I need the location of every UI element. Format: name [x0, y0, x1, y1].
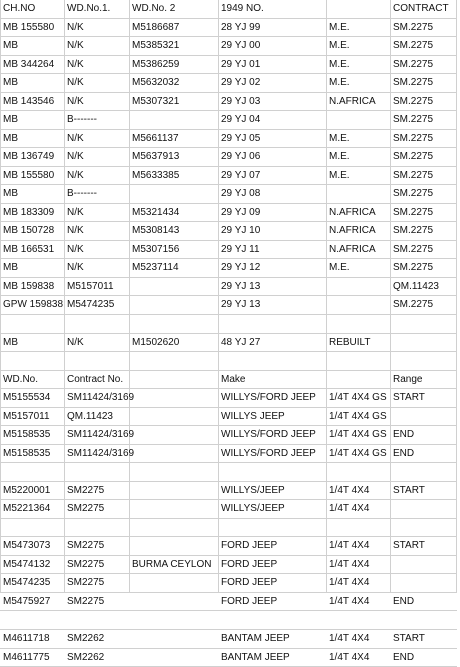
table-cell[interactable]: SM.2275: [393, 95, 434, 107]
table-cell[interactable]: MB: [3, 40, 18, 52]
table-cell[interactable]: 29 YJ 05: [221, 132, 261, 144]
table-row: [0, 371, 457, 390]
table-cell[interactable]: 48 YJ 27: [221, 336, 261, 348]
table-cell[interactable]: SM11424/3169: [67, 392, 135, 404]
table-cell[interactable]: [390, 334, 460, 352]
table-cell[interactable]: [129, 296, 221, 314]
table-cell[interactable]: [390, 611, 460, 629]
table-cell[interactable]: [129, 482, 221, 500]
table-cell[interactable]: MB: [3, 77, 18, 89]
table-cell[interactable]: [0, 611, 67, 629]
table-cell[interactable]: SM.2275: [393, 21, 434, 33]
table-cell[interactable]: START: [393, 540, 425, 552]
table-cell[interactable]: FORD JEEP: [221, 595, 278, 607]
table-cell[interactable]: SM2275: [67, 484, 105, 496]
table-cell[interactable]: [390, 352, 460, 370]
table-cell[interactable]: [0, 352, 67, 370]
table-cell[interactable]: MB: [3, 132, 18, 144]
table-cell[interactable]: 29 YJ 07: [221, 169, 261, 181]
table-cell[interactable]: SM.2275: [393, 40, 434, 52]
table-cell[interactable]: N.AFRICA: [329, 225, 376, 237]
table-cell[interactable]: [218, 315, 329, 333]
table-row: [0, 500, 457, 519]
table-cell[interactable]: SM2275: [67, 577, 105, 589]
table-cell[interactable]: [326, 371, 393, 389]
table-cell[interactable]: MB 183309: [3, 206, 55, 218]
table-cell[interactable]: [129, 445, 221, 463]
table-cell[interactable]: [390, 556, 460, 574]
table-row: [0, 241, 457, 260]
table-cell[interactable]: [129, 185, 221, 203]
table-cell[interactable]: SM11424/3169: [67, 447, 135, 459]
table-cell[interactable]: BANTAM JEEP: [221, 651, 290, 663]
table-row: [0, 574, 457, 593]
table-cell[interactable]: END: [393, 651, 415, 663]
table-cell[interactable]: WILLYS/FORD JEEP: [221, 447, 316, 459]
table-cell[interactable]: M5157011: [67, 280, 114, 292]
table-cell[interactable]: GPW 159838: [3, 299, 64, 311]
table-cell[interactable]: [326, 111, 393, 129]
table-row: [0, 93, 457, 112]
table-cell[interactable]: [64, 352, 132, 370]
table-cell[interactable]: 29 YJ 09: [221, 206, 261, 218]
table-cell[interactable]: [64, 519, 132, 537]
table-cell[interactable]: M5632032: [132, 77, 180, 89]
table-cell[interactable]: 1949 NO.: [221, 3, 264, 14]
table-cell[interactable]: M.E.: [329, 21, 350, 33]
table-cell[interactable]: M5321434: [132, 206, 180, 218]
table-cell[interactable]: WILLYS/FORD JEEP: [221, 429, 316, 441]
table-cell[interactable]: M.E.: [329, 132, 350, 144]
table-cell[interactable]: B-------: [67, 114, 97, 126]
table-cell[interactable]: MB 159838: [3, 280, 55, 292]
table-cell[interactable]: QM.11423: [393, 280, 439, 292]
table-cell[interactable]: N.AFRICA: [329, 206, 376, 218]
table-cell[interactable]: [390, 315, 460, 333]
table-cell[interactable]: [129, 371, 221, 389]
table-cell[interactable]: M5237114: [132, 262, 179, 274]
table-row: [0, 278, 457, 297]
table-row: [0, 537, 457, 556]
table-cell[interactable]: 1/4T 4X4 GS: [329, 410, 387, 422]
table-cell[interactable]: M5186687: [132, 21, 180, 33]
table-row: [0, 426, 457, 445]
table-cell[interactable]: 1/4T 4X4: [329, 577, 370, 589]
table-row: [0, 649, 457, 667]
table-row: [0, 37, 457, 56]
table-cell[interactable]: SM.2275: [393, 243, 434, 255]
table-cell[interactable]: SM.2275: [393, 77, 434, 89]
table-cell[interactable]: 29 YJ 00: [221, 40, 261, 52]
table-cell[interactable]: [390, 574, 460, 592]
table-cell[interactable]: [129, 278, 221, 296]
table-cell[interactable]: N/K: [67, 40, 84, 52]
table-cell[interactable]: [64, 611, 132, 629]
table-cell[interactable]: [129, 611, 221, 629]
table-cell[interactable]: N/K: [67, 77, 84, 89]
table-cell[interactable]: WILLYS/JEEP: [221, 503, 285, 515]
table-cell[interactable]: MB 155580: [3, 169, 55, 181]
table-cell[interactable]: [129, 649, 221, 667]
table-cell[interactable]: M4611718: [3, 633, 50, 645]
table-cell[interactable]: N/K: [67, 336, 84, 348]
table-cell[interactable]: N/K: [67, 225, 84, 237]
table-row: [0, 222, 457, 241]
table-cell[interactable]: N.AFRICA: [329, 95, 376, 107]
table-cell[interactable]: [390, 463, 460, 481]
table-cell[interactable]: [129, 352, 221, 370]
table-cell[interactable]: M5220001: [3, 484, 51, 496]
table-cell[interactable]: [390, 519, 460, 537]
table-cell[interactable]: 1/4T 4X4: [329, 595, 370, 607]
table-cell[interactable]: M5473073: [3, 540, 51, 552]
table-cell[interactable]: [129, 500, 221, 518]
table-row: [0, 148, 457, 167]
table-cell[interactable]: 29 YJ 03: [221, 95, 261, 107]
table-cell[interactable]: [129, 389, 221, 407]
table-cell[interactable]: SM11424/3169: [67, 429, 135, 441]
table-cell[interactable]: SM.2275: [393, 132, 434, 144]
table-cell[interactable]: CONTRACT: [393, 3, 449, 14]
table-cell[interactable]: 28 YJ 99: [221, 21, 261, 33]
table-cell[interactable]: M5307321: [132, 95, 180, 107]
table-row: [0, 296, 457, 315]
table-cell[interactable]: M5158535: [3, 429, 51, 441]
table-cell[interactable]: MB: [3, 262, 18, 274]
table-cell[interactable]: [129, 519, 221, 537]
table-cell[interactable]: N/K: [67, 206, 84, 218]
table-cell[interactable]: SM.2275: [393, 188, 434, 200]
table-cell[interactable]: N/K: [67, 262, 84, 274]
table-cell[interactable]: BANTAM JEEP: [221, 633, 290, 645]
table-cell[interactable]: [129, 111, 221, 129]
table-cell[interactable]: FORD JEEP: [221, 577, 278, 589]
table-cell[interactable]: SM2275: [67, 595, 105, 607]
table-cell[interactable]: 1/4T 4X4 GS: [329, 429, 387, 441]
table-cell[interactable]: [326, 278, 393, 296]
table-cell[interactable]: WD.No.: [3, 373, 38, 385]
table-cell[interactable]: 1/4T 4X4 GS: [329, 447, 387, 459]
table-cell[interactable]: 1/4T 4X4: [329, 558, 370, 570]
table-cell[interactable]: 29 YJ 02: [221, 77, 261, 89]
table-row: [0, 352, 457, 371]
table-cell[interactable]: [129, 463, 221, 481]
table-cell[interactable]: WILLYS/JEEP: [221, 484, 285, 496]
table-cell[interactable]: N/K: [67, 169, 84, 181]
table-cell[interactable]: WILLYS JEEP: [221, 410, 285, 422]
table-cell[interactable]: M5158535: [3, 447, 51, 459]
table-cell[interactable]: END: [393, 595, 415, 607]
table-cell[interactable]: B-------: [67, 188, 97, 200]
table-cell[interactable]: [326, 519, 393, 537]
table-cell[interactable]: 29 YJ 08: [221, 188, 261, 200]
table-cell[interactable]: MB 143546: [3, 95, 55, 107]
table-cell[interactable]: [326, 611, 393, 629]
table-row: [0, 482, 457, 501]
table-cell[interactable]: 1/4T 4X4: [329, 633, 370, 645]
table-cell[interactable]: [390, 500, 460, 518]
table-row: [0, 167, 457, 186]
table-row: [0, 185, 457, 204]
table-cell[interactable]: [129, 408, 221, 426]
table-cell[interactable]: [64, 463, 132, 481]
table-row: [0, 56, 457, 75]
table-cell[interactable]: MB 150728: [3, 225, 55, 237]
table-cell[interactable]: M5386259: [132, 58, 180, 70]
table-cell[interactable]: SM.2275: [393, 58, 434, 70]
table-row: [0, 593, 457, 612]
table-cell[interactable]: SM.2275: [393, 225, 434, 237]
table-cell[interactable]: [129, 426, 221, 444]
table-cell[interactable]: 29 YJ 13: [221, 299, 261, 311]
table-cell[interactable]: [64, 315, 132, 333]
table-cell[interactable]: [326, 185, 393, 203]
table-cell[interactable]: Make: [221, 373, 246, 385]
table-cell[interactable]: [218, 352, 329, 370]
table-cell[interactable]: 29 YJ 12: [221, 262, 261, 274]
table-cell[interactable]: MB 155580: [3, 21, 55, 33]
table-cell[interactable]: M.E.: [329, 77, 350, 89]
table-cell[interactable]: M.E.: [329, 169, 350, 181]
table-cell[interactable]: BURMA CEYLON: [132, 558, 212, 570]
table-cell[interactable]: M5633385: [132, 169, 180, 181]
table-cell[interactable]: M1502620: [132, 336, 180, 348]
table-cell[interactable]: M.E.: [329, 40, 350, 52]
table-cell[interactable]: M4611775: [3, 651, 50, 663]
table-cell[interactable]: 29 YJ 06: [221, 151, 261, 163]
table-cell[interactable]: START: [393, 633, 425, 645]
table-cell[interactable]: SM2275: [67, 558, 105, 570]
table-cell[interactable]: [129, 537, 221, 555]
table-cell[interactable]: MB 344264: [3, 58, 55, 70]
table-row: [0, 389, 457, 408]
table-cell[interactable]: SM2275: [67, 540, 105, 552]
table-cell[interactable]: 1/4T 4X4: [329, 503, 370, 515]
table-cell[interactable]: M.E.: [329, 262, 350, 274]
table-cell[interactable]: MB: [3, 188, 18, 200]
table-row: [0, 259, 457, 278]
table-cell[interactable]: [326, 315, 393, 333]
table-cell[interactable]: 29 YJ 04: [221, 114, 261, 126]
table-cell[interactable]: M5307156: [132, 243, 180, 255]
table-row: [0, 111, 457, 130]
table-cell[interactable]: START: [393, 484, 425, 496]
table-cell[interactable]: [218, 611, 329, 629]
table-row: [0, 519, 457, 538]
table-cell[interactable]: WD.No. 2: [132, 3, 176, 14]
table-cell[interactable]: QM.11423: [67, 410, 113, 422]
table-cell[interactable]: N/K: [67, 21, 84, 33]
table-cell[interactable]: 1/4T 4X4: [329, 484, 370, 496]
table-cell[interactable]: [390, 408, 460, 426]
table-cell[interactable]: FORD JEEP: [221, 540, 278, 552]
table-cell[interactable]: 1/4T 4X4: [329, 540, 370, 552]
table-cell[interactable]: END: [393, 447, 415, 459]
table-cell[interactable]: END: [393, 429, 415, 441]
table-row: [0, 315, 457, 334]
table-cell[interactable]: M5155534: [3, 392, 51, 404]
table-cell[interactable]: [326, 296, 393, 314]
table-row: [0, 130, 457, 149]
table-cell[interactable]: Range: [393, 373, 423, 385]
table-cell[interactable]: 29 YJ 13: [221, 280, 261, 292]
table-row: [0, 463, 457, 482]
table-cell[interactable]: [326, 463, 393, 481]
table-cell[interactable]: MB: [3, 336, 18, 348]
table-cell[interactable]: N/K: [67, 151, 84, 163]
table-row: [0, 0, 457, 19]
table-cell[interactable]: SM.2275: [393, 151, 434, 163]
table-cell[interactable]: REBUILT: [329, 336, 371, 348]
table-cell[interactable]: START: [393, 392, 425, 404]
table-row: [0, 445, 457, 464]
table-cell[interactable]: N/K: [67, 243, 84, 255]
table-row: [0, 19, 457, 38]
table-cell[interactable]: SM2262: [67, 633, 105, 645]
table-cell[interactable]: 29 YJ 01: [221, 58, 261, 70]
table-cell[interactable]: M5308143: [132, 225, 180, 237]
table-cell[interactable]: N/K: [67, 58, 84, 70]
table-cell[interactable]: SM.2275: [393, 262, 434, 274]
table-cell[interactable]: MB 166531: [3, 243, 55, 255]
table-cell[interactable]: 29 YJ 11: [221, 243, 260, 255]
table-cell[interactable]: M.E.: [329, 58, 350, 70]
table-cell[interactable]: SM.2275: [393, 206, 434, 218]
table-cell[interactable]: [129, 593, 221, 611]
table-cell[interactable]: M.E.: [329, 151, 350, 163]
table-cell[interactable]: [0, 315, 67, 333]
table-cell[interactable]: SM.2275: [393, 299, 434, 311]
table-cell[interactable]: [326, 352, 393, 370]
table-cell[interactable]: CH.NO: [3, 3, 36, 14]
table-cell[interactable]: SM.2275: [393, 114, 434, 126]
table-cell[interactable]: N/K: [67, 132, 84, 144]
table-cell[interactable]: FORD JEEP: [221, 558, 278, 570]
table-cell[interactable]: N/K: [67, 95, 84, 107]
table-cell[interactable]: 29 YJ 10: [221, 225, 261, 237]
table-cell[interactable]: M5475927: [3, 595, 51, 607]
table-cell[interactable]: [218, 519, 329, 537]
table-cell[interactable]: [326, 0, 393, 18]
table-row: [0, 204, 457, 223]
table-row: [0, 334, 457, 353]
table-cell[interactable]: Contract No.: [67, 373, 124, 385]
table-cell[interactable]: M5661137: [132, 132, 179, 144]
table-row: [0, 630, 457, 649]
table-cell[interactable]: SM2262: [67, 651, 105, 663]
table-cell[interactable]: [129, 574, 221, 592]
table-cell[interactable]: M5637913: [132, 151, 180, 163]
table-row: [0, 74, 457, 93]
table-cell[interactable]: M5474132: [3, 558, 51, 570]
table-cell[interactable]: [129, 315, 221, 333]
table-cell[interactable]: M5221364: [3, 503, 51, 515]
table-cell[interactable]: [0, 463, 67, 481]
table-cell[interactable]: WILLYS/FORD JEEP: [221, 392, 316, 404]
table-row: [0, 611, 457, 630]
table-cell[interactable]: N.AFRICA: [329, 243, 376, 255]
table-cell[interactable]: M5474235: [3, 577, 51, 589]
table-cell[interactable]: MB: [3, 114, 18, 126]
table-cell[interactable]: [218, 463, 329, 481]
table-cell[interactable]: 1/4T 4X4 GS: [329, 392, 387, 404]
table-cell[interactable]: [0, 519, 67, 537]
table-cell[interactable]: M5474235: [67, 299, 115, 311]
table-row: [0, 408, 457, 427]
table-cell[interactable]: M5157011: [3, 410, 50, 422]
table-cell[interactable]: 1/4T 4X4: [329, 651, 370, 663]
table-row: [0, 556, 457, 575]
table-cell[interactable]: SM.2275: [393, 169, 434, 181]
table-cell[interactable]: SM2275: [67, 503, 105, 515]
table-cell[interactable]: [129, 630, 221, 648]
table-cell[interactable]: MB 136749: [3, 151, 55, 163]
table-cell[interactable]: WD.No.1.: [67, 3, 111, 14]
table-cell[interactable]: M5385321: [132, 40, 180, 52]
